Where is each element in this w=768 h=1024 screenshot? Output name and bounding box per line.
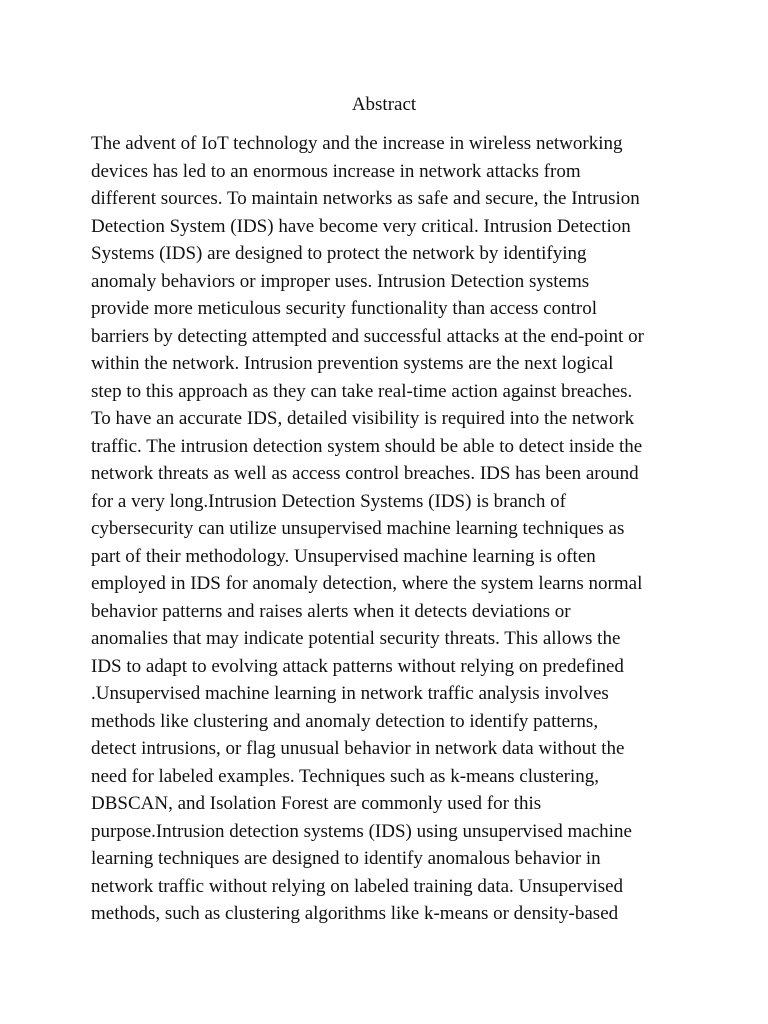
text-line: traffic. The intrusion detection system should be able to detect inside the <box>91 435 643 457</box>
text-line: barriers by detecting attempted and successful attacks at the end-point or <box>91 325 644 347</box>
text-line: anomaly behaviors or improper uses. Intrusion Detection systems <box>91 270 590 292</box>
text-line: part of their methodology. Unsupervised machine learning is often <box>91 545 596 567</box>
abstract-heading: Abstract <box>351 94 417 115</box>
text-line: .Unsupervised machine learning in network traffic analysis involves <box>91 683 609 704</box>
text-line: Systems (IDS) are designed to protect the network by identifying <box>91 243 587 264</box>
abstract-body <box>91 130 691 928</box>
text-line: detect intrusions, or flag unusual behavior in network data without the <box>91 738 625 759</box>
text-line: methods like clustering and anomaly detection to identify patterns, <box>91 710 599 732</box>
text-line: anomalies that may indicate potential security threats. This allows the <box>91 628 621 649</box>
text-line: cybersecurity can utilize unsupervised machine learning techniques as <box>91 518 625 539</box>
text-line: for a very long.Intrusion Detection Systems (IDS) is branch of <box>91 490 566 512</box>
text-line: IDS to adapt to evolving attack patterns without relying on predefined <box>91 655 624 677</box>
text-line: network threats as well as access control breaches. IDS has been around <box>91 463 639 484</box>
text-line: methods, such as clustering algorithms like k-means or density-based <box>91 903 619 924</box>
text-line: devices has led to an enormous increase in network attacks from <box>91 160 581 182</box>
text-line: The advent of IoT technology and the increase in wireless networking <box>91 133 623 154</box>
text-line: network traffic without relying on labeled training data. Unsupervised <box>91 875 624 897</box>
text-line: within the network. Intrusion prevention systems are the next logical <box>91 353 614 374</box>
text-line: learning techniques are designed to identify anomalous behavior in <box>91 848 601 869</box>
text-line: provide more meticulous security functionality than access control <box>91 298 597 319</box>
text-line: To have an accurate IDS, detailed visibility is required into the network <box>91 408 635 429</box>
text-line: different sources. To maintain networks as safe and secure, the Intrusion <box>91 188 640 209</box>
text-line: DBSCAN, and Isolation Forest are commonly used for this <box>91 793 542 814</box>
text-line: behavior patterns and raises alerts when it detects deviations or <box>91 600 571 622</box>
text-line: step to this approach as they can take real-time action against breaches. <box>91 380 633 402</box>
text-line: need for labeled examples. Techniques such as k-means clustering, <box>91 765 599 787</box>
text-line: employed in IDS for anomaly detection, where the system learns normal <box>91 573 643 594</box>
text-line: Detection System (IDS) have become very critical. Intrusion Detection <box>91 215 631 237</box>
text-line: purpose.Intrusion detection systems (IDS) using unsupervised machine <box>91 820 632 842</box>
